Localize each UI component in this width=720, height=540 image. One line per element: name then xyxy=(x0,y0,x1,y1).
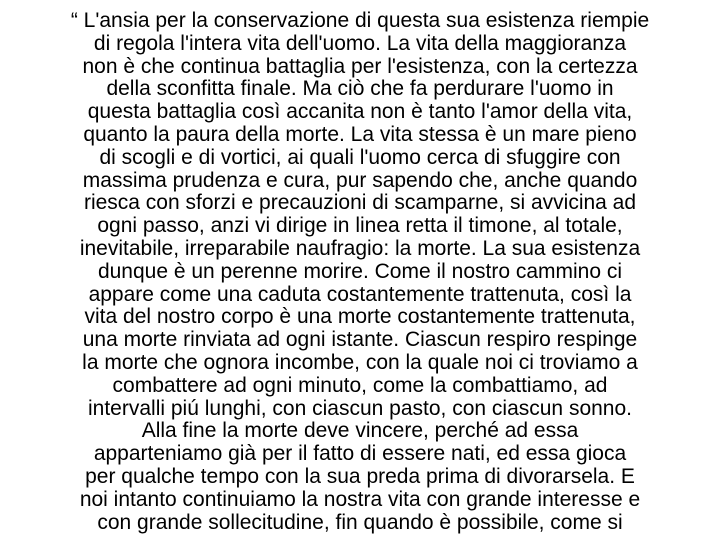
quote-line: dunque è un perenne morire. Come il nostro cammino ci xyxy=(97,259,623,283)
quote-line: inevitabile, irreparabile naufragio: la morte. La sua esistenza xyxy=(79,236,641,260)
quote-line: questa battaglia così accanita non è tanto l'amor della vita, xyxy=(87,100,633,124)
quote-text-block xyxy=(0,10,720,534)
quote-line: Alla fine la morte deve vincere, perché ad essa xyxy=(141,419,579,443)
quote-line: una morte rinviata ad ogni istante. Ciascun respiro respinge xyxy=(82,328,638,352)
quote-line: appare come una caduta costantemente trattenuta, così la xyxy=(88,282,632,306)
quote-line: “ L'ansia per la conservazione di questa sua esistenza riempie xyxy=(70,9,650,32)
quote-line: di regola l'intera vita dell'uomo. La vita della maggioranza xyxy=(93,31,627,55)
quote-line: intervalli piú lunghi, con ciascun pasto, con ciascun sonno. xyxy=(88,396,632,420)
quote-line: con grande sollecitudine, fin quando è possibile, come si xyxy=(97,510,623,534)
quote-line: massima prudenza e cura, pur sapendo che, anche quando xyxy=(82,168,638,192)
quote-line: la morte che ognora incombe, con la quale noi ci troviamo a xyxy=(82,350,638,374)
quote-line: apparteniamo già per il fatto di essere nati, ed essa gioca xyxy=(93,442,627,466)
quote-line: noi intanto continuiamo la nostra vita con grande interesse e xyxy=(79,487,641,511)
quote-line: combattere ad ogni minuto, come la combattiamo, ad xyxy=(112,373,608,397)
quote-line: non è che continua battaglia per l'esistenza, con la certezza xyxy=(82,54,638,78)
quote-line: vita del nostro corpo è una morte costantemente trattenuta, xyxy=(84,305,636,329)
quote-line: per qualche tempo con la sua preda prima di divorarsela. E xyxy=(85,464,635,488)
quote-line: di scogli e di vortici, ai quali l'uomo cerca di sfuggire con xyxy=(99,145,621,169)
quote-line: ogni passo, anzi vi dirige in linea retta il timone, al totale, xyxy=(97,214,623,238)
quote-line: quanto la paura della morte. La vita stessa è un mare pieno xyxy=(83,122,637,146)
quote-line: della sconfitta finale. Ma ciò che fa perdurare l'uomo in xyxy=(106,77,614,101)
quote-line: riesca con sforzi e precauzioni di scamparne, si avvicina ad xyxy=(83,191,637,215)
